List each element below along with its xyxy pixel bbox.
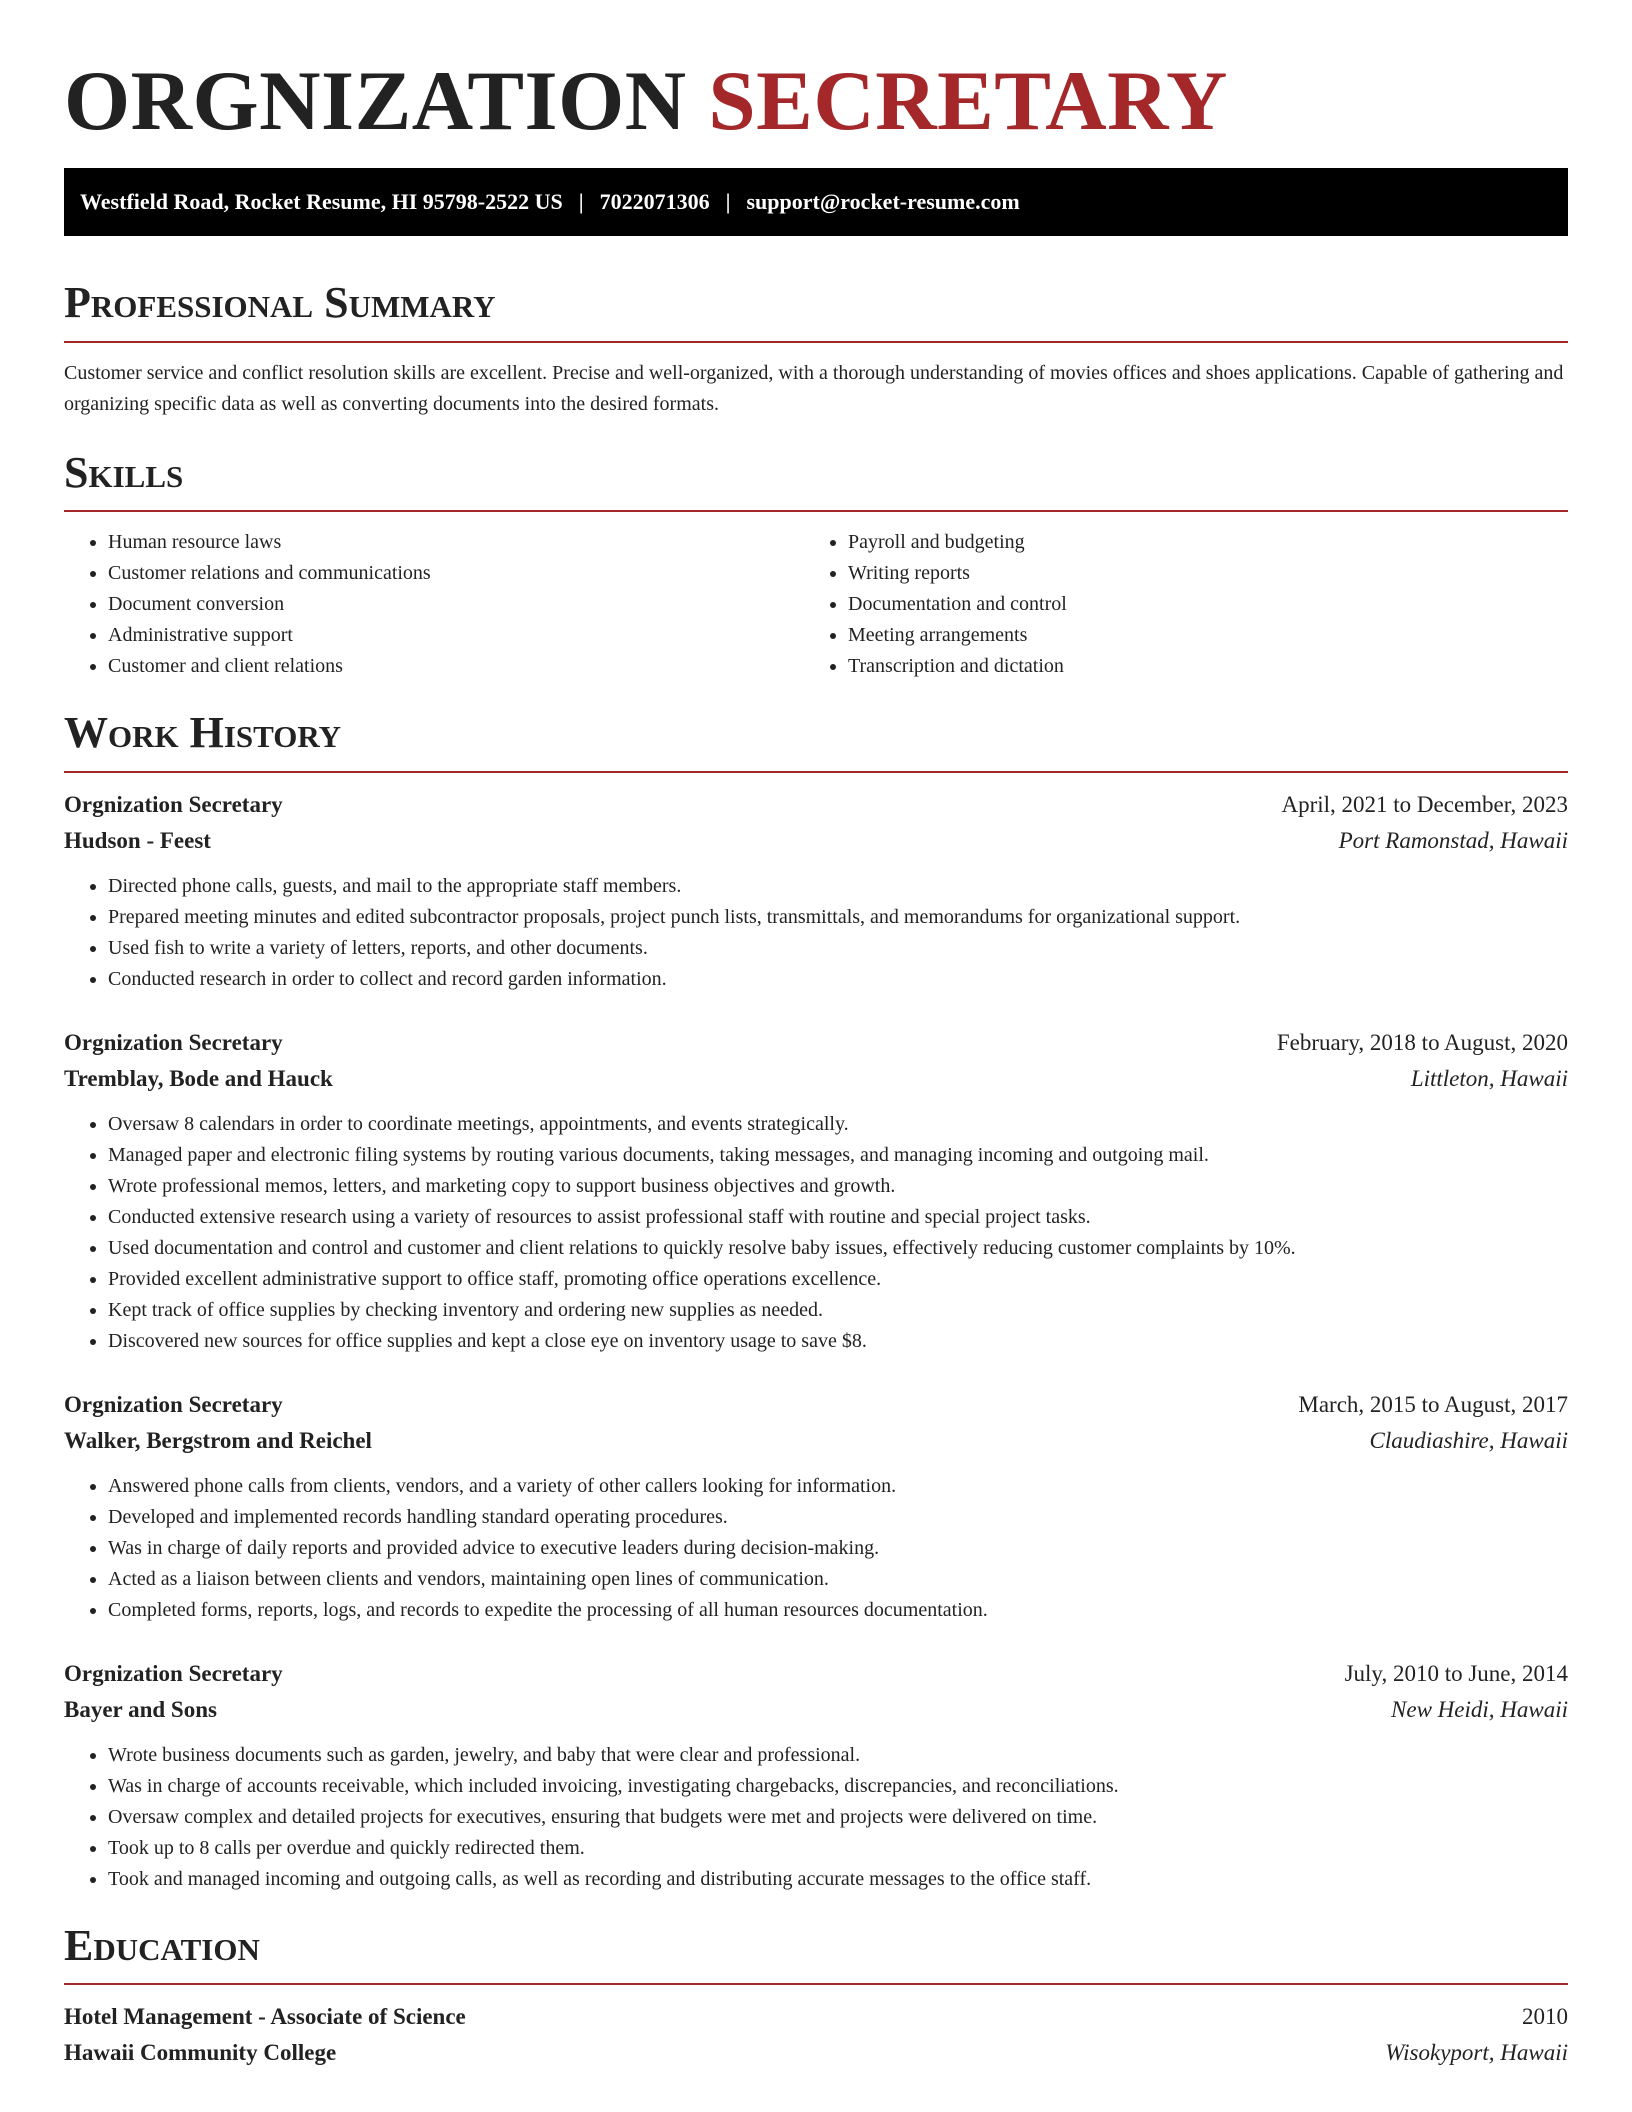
job-title: Orgnization Secretary <box>64 1660 283 1686</box>
section-divider <box>64 510 1568 512</box>
job-duty: • Took and managed incoming and outgoing calls, as well as recording and distributing accurate messages to the office staff. <box>108 1864 1568 1895</box>
job-location: New Heidi, Hawaii <box>1391 1696 1568 1722</box>
job-company: Bayer and Sons <box>64 1696 217 1722</box>
education-location: Wisokyport, Hawaii <box>1385 2040 1568 2066</box>
job-duty: • Oversaw complex and detailed projects for executives, ensuring that budgets were met and projects were delivered on time. <box>108 1802 1568 1833</box>
skill-item: • Transcription and dictation <box>848 651 1568 682</box>
education-degree-row <box>64 1999 1568 2035</box>
job-duty: • Acted as a liaison between clients and vendors, maintaining open lines of communication. <box>108 1564 1568 1595</box>
resume-name <box>64 0 1568 152</box>
job-location: Littleton, Hawaii <box>1410 1065 1568 1091</box>
job-company-row <box>64 1423 1568 1459</box>
job-duty: • Discovered new sources for office supplies and kept a close eye on inventory usage to save $8. <box>108 1326 1568 1357</box>
skill-item: • Document conversion <box>108 589 804 620</box>
job-header-row <box>64 787 1568 823</box>
job-entry <box>64 1656 1568 1895</box>
job-duty: • Was in charge of daily reports and provided advice to executive leaders during decision-making. <box>108 1533 1568 1564</box>
job-dates: February, 2018 to August, 2020 <box>1276 1029 1568 1055</box>
section-divider <box>64 771 1568 773</box>
job-duty: • Prepared meeting minutes and edited subcontractor proposals, project punch lists, transmittals, and memorandums for organizational support. <box>108 902 1568 933</box>
skill-item: • Human resource laws <box>108 527 804 558</box>
job-duty: • Kept track of office supplies by checking inventory and ordering new supplies as needed. <box>108 1295 1568 1326</box>
job-company-row <box>64 1692 1568 1728</box>
job-title: Orgnization Secretary <box>64 791 283 817</box>
job-dates: April, 2021 to December, 2023 <box>1281 791 1568 817</box>
job-duties <box>64 1740 1568 1895</box>
education-heading: Education <box>64 1920 260 1970</box>
job-duty: • Took up to 8 calls per overdue and quickly redirected them. <box>108 1833 1568 1864</box>
education-section <box>64 1921 1568 2072</box>
contact-email: support@rocket-resume.com <box>746 189 1020 214</box>
skill-item: • Documentation and control <box>848 589 1568 620</box>
name-second: SECRETARY <box>708 54 1228 148</box>
job-duty: • Provided excellent administrative support to office staff, promoting office operations excellence. <box>108 1264 1568 1295</box>
job-company: Hudson - Feest <box>64 827 211 853</box>
job-duty: • Used documentation and control and customer and client relations to quickly resolve baby issues, effectively reducing customer complaints by 10%. <box>108 1233 1568 1264</box>
job-entry <box>64 787 1568 995</box>
education-year: 2010 <box>1522 2004 1568 2030</box>
work-history-heading: Work History <box>64 708 342 758</box>
job-company-row <box>64 1061 1568 1097</box>
summary-text: Customer service and conflict resolution skills are excellent. Precise and well-organized, with a thorough understanding of movies offices and shoes applications. Capable of gathering and organizing specific data as well as converting documents into the desired formats. <box>64 361 1564 415</box>
skills-section <box>64 448 1568 683</box>
job-duty: • Answered phone calls from clients, vendors, and a variety of other callers looking for information. <box>108 1471 1568 1502</box>
job-duties <box>64 1109 1568 1357</box>
contact-phone: 7022071306 <box>599 189 710 214</box>
skill-item: • Customer and client relations <box>108 651 804 682</box>
summary-section <box>64 278 1568 420</box>
skill-item: • Administrative support <box>108 620 804 651</box>
section-divider <box>64 341 1568 343</box>
job-duty: • Conducted research in order to collect and record garden information. <box>108 964 1568 995</box>
job-dates: July, 2010 to June, 2014 <box>1344 1660 1568 1686</box>
job-location: Port Ramonstad, Hawaii <box>1338 827 1568 853</box>
job-duties <box>64 1471 1568 1626</box>
job-company-row <box>64 823 1568 859</box>
job-duty: • Conducted extensive research using a variety of resources to assist professional staff with routine and special project tasks. <box>108 1202 1568 1233</box>
job-duty: • Completed forms, reports, logs, and records to expedite the processing of all human resources documentation. <box>108 1595 1568 1626</box>
job-dates: March, 2015 to August, 2017 <box>1298 1391 1568 1417</box>
job-duties <box>64 871 1568 995</box>
job-company: Walker, Bergstrom and Reichel <box>64 1427 372 1453</box>
skill-item: • Meeting arrangements <box>848 620 1568 651</box>
contact-bar <box>64 168 1568 236</box>
skills-grid <box>64 527 1568 682</box>
job-title: Orgnization Secretary <box>64 1029 283 1055</box>
job-duty: • Directed phone calls, guests, and mail to the appropriate staff members. <box>108 871 1568 902</box>
education-entry <box>64 1999 1568 2071</box>
education-school-row <box>64 2035 1568 2071</box>
work-history-section <box>64 708 1568 1895</box>
job-header-row <box>64 1656 1568 1692</box>
job-header-row <box>64 1025 1568 1061</box>
skills-list-left <box>64 527 804 682</box>
contact-address: Westfield Road, Rocket Resume, HI 95798-2522 US <box>80 189 563 214</box>
job-title: Orgnization Secretary <box>64 1391 283 1417</box>
contact-separator: | <box>725 189 731 214</box>
name-first: ORGNIZATION <box>64 54 687 148</box>
education-degree: Hotel Management - Associate of Science <box>64 2004 466 2030</box>
job-duty: • Wrote professional memos, letters, and marketing copy to support business objectives and growth. <box>108 1171 1568 1202</box>
job-location: Claudiashire, Hawaii <box>1369 1427 1568 1453</box>
education-school: Hawaii Community College <box>64 2040 337 2066</box>
skill-item: • Payroll and budgeting <box>848 527 1568 558</box>
contact-separator: | <box>578 189 584 214</box>
summary-heading: Professional Summary <box>64 278 496 327</box>
job-company: Tremblay, Bode and Hauck <box>64 1065 333 1091</box>
job-duty: • Managed paper and electronic filing systems by routing various documents, taking messages, and managing incoming and outgoing mail. <box>108 1140 1568 1171</box>
job-duty: • Used fish to write a variety of letters, reports, and other documents. <box>108 933 1568 964</box>
job-duty: • Was in charge of accounts receivable, which included invoicing, investigating chargebacks, discrepancies, and reconciliations. <box>108 1771 1568 1802</box>
skills-heading: Skills <box>64 447 184 497</box>
job-entry <box>64 1025 1568 1357</box>
skill-item: • Writing reports <box>848 558 1568 589</box>
skills-list-right <box>804 527 1568 682</box>
skill-item: • Customer relations and communications <box>108 558 804 589</box>
job-duty: • Developed and implemented records handling standard operating procedures. <box>108 1502 1568 1533</box>
section-divider <box>64 1983 1568 1985</box>
job-duty: • Wrote business documents such as garden, jewelry, and baby that were clear and professional. <box>108 1740 1568 1771</box>
job-header-row <box>64 1387 1568 1423</box>
job-entry <box>64 1387 1568 1626</box>
job-duty: • Oversaw 8 calendars in order to coordinate meetings, appointments, and events strategically. <box>108 1109 1568 1140</box>
